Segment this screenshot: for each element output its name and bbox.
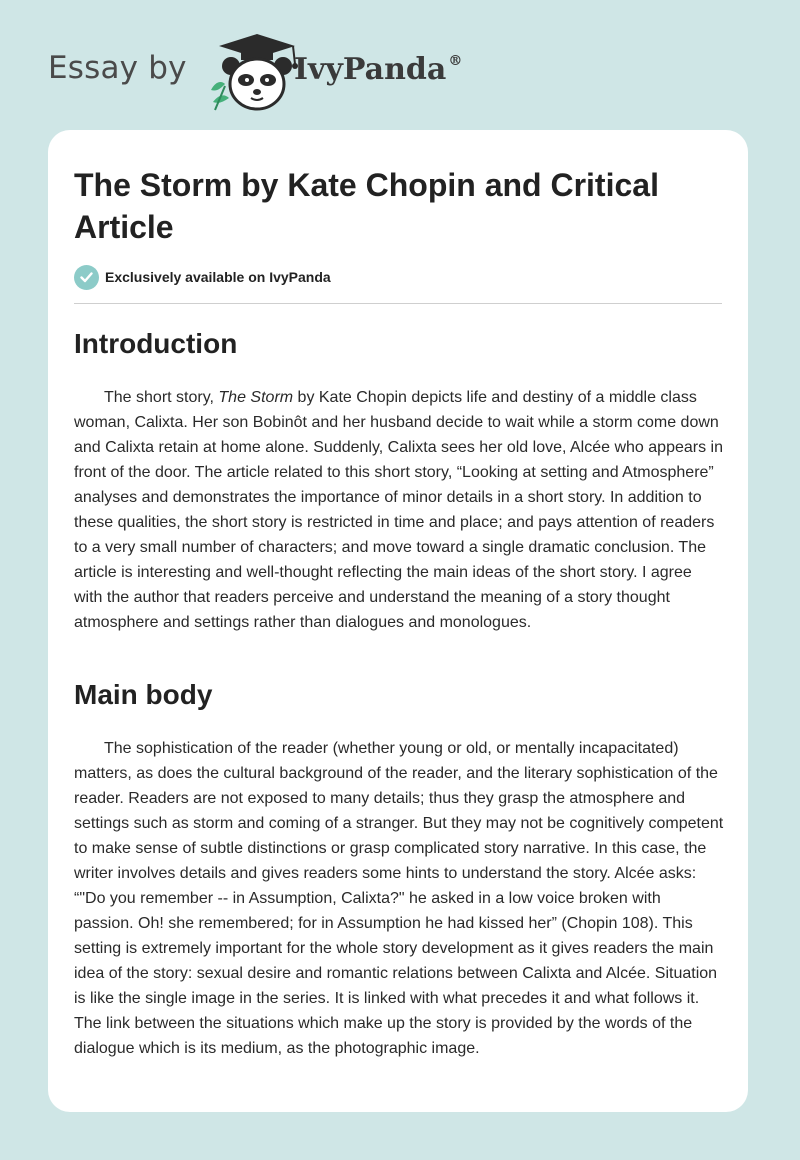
brand-text: IvyPanda [294,52,447,87]
divider [74,303,722,304]
check-circle-icon [74,265,99,290]
page-title: The Storm by Kate Chopin and Critical Article [74,167,659,245]
section-heading-introduction: Introduction [74,328,238,359]
essay-by-label: Essay by [48,50,187,86]
site-header [48,30,508,110]
intro-story-title: The Storm [218,389,294,406]
brand-name[interactable] [294,52,462,87]
intro-text-start: The short story, [104,389,219,406]
registered-mark: ® [448,53,463,69]
section-heading-main-body: Main body [74,679,213,710]
intro-text-rest: by Kate Chopin depicts life and destiny of a middle class woman, Calixta. Her son Bobinôt and her husband decide to wait while a storm come down and Calixta retain at home alone. Suddenly, Calixta sees her old love, Alcée who appears in front of the door. The article related to this short story, “Looking at setting and Atmosphere” analyses and demonstrates the importance of minor details in a short story. In addition to these qualities, the short story is restricted in time and place; and pays attention of readers to a very small number of characters; and move toward a single dramatic conclusion. The article is interesting and well-thought reflecting the main ideas of the short story. I agree with the author that readers perceive and understand the meaning of a story thought atmosphere and settings rather than dialogues and monologues. [74,389,723,631]
exclusive-label: Exclusively available on IvyPanda [105,269,331,285]
article-card [48,130,748,1112]
exclusive-badge [74,264,331,290]
introduction-paragraph [74,385,724,635]
main-body-paragraph: The sophistication of the reader (whether young or old, or mentally incapacitated) matters, as does the cultural background of the reader, and the literary sophistication of the reader. Readers are not exposed to many details; thus they grasp the atmosphere and settings such as storm and coming of a stranger. But they may not be cognitively competent to make sense of subtle distinctions or grasp complicated story narrative. In this case, the writer involves details and gives readers some hints to understand the story. Alcée asks: “"Do you remember -- in Assumption, Calixta?" he asked in a low voice broken with passion. Oh! she remembered; for in Assumption he had kissed her” (Chopin 108). This setting is extremely important for the whole story development as it gives readers the main idea of the story: sexual desire and romantic relations between Calixta and Alcée. Situation is like the single image in the series. It is linked with what precedes it and what follows it. The link between the situations which make up the story is provided by the words of the dialogue which is its medium, as the photographic image. [74,740,724,1057]
